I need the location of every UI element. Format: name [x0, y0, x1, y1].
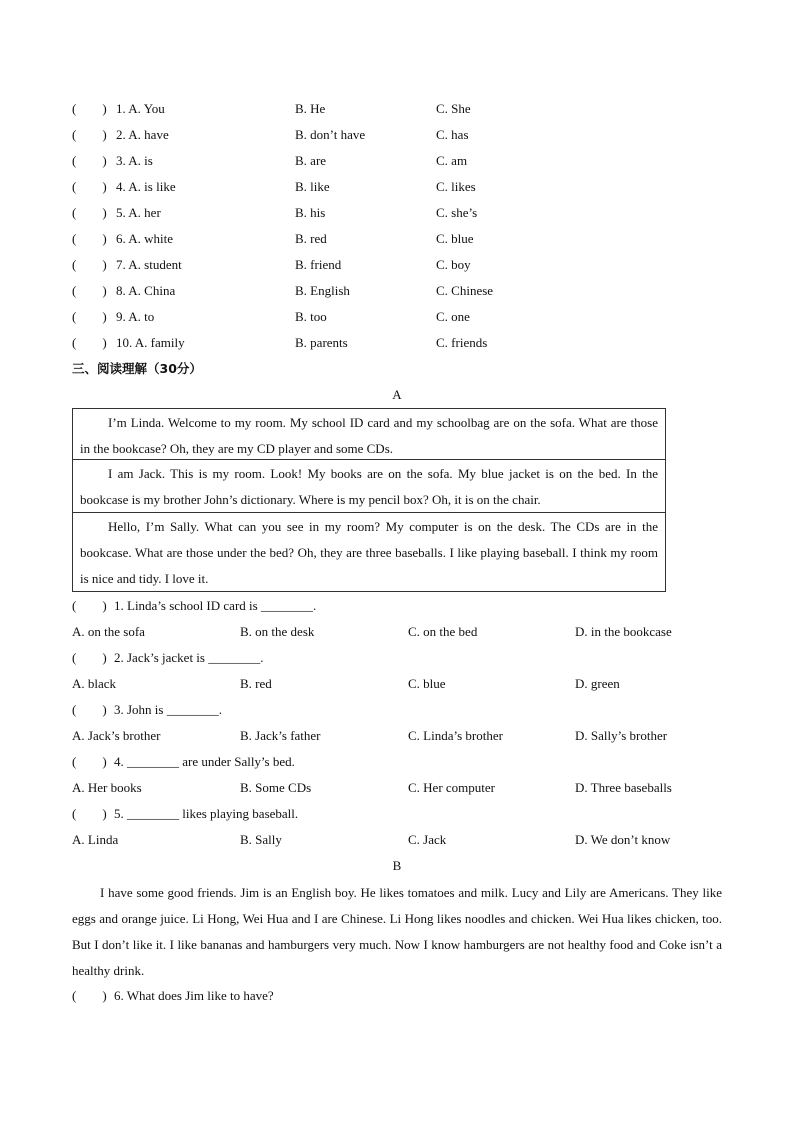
passage-a-linda-text: I’m Linda. Welcome to my room. My school ID card and my schoolbag are on the sofa. What are those in the bookcase? Oh, they are my CD player and some CDs.: [80, 415, 658, 456]
option-b: B. He: [295, 101, 326, 116]
passage-a-label: A: [392, 387, 402, 402]
option-b: B. like: [295, 179, 330, 194]
option-c: C. Her computer: [408, 780, 496, 795]
answer-blank[interactable]: ( ): [72, 153, 107, 168]
option-b: B. English: [295, 283, 350, 298]
question-text: 5. ________ likes playing baseball.: [114, 806, 299, 821]
passage-a-jack: [73, 460, 665, 513]
answer-blank[interactable]: ( ): [72, 988, 107, 1003]
option-a: 2. A. have: [116, 127, 169, 142]
answer-blank[interactable]: ( ): [72, 283, 107, 298]
option-c: C. friends: [436, 335, 488, 350]
option-c: C. one: [436, 309, 470, 324]
answer-blank[interactable]: ( ): [72, 127, 107, 142]
passage-b: [72, 880, 722, 984]
option-d: D. We don’t know: [575, 832, 671, 847]
option-b: B. red: [240, 676, 272, 691]
answer-blank[interactable]: ( ): [72, 335, 107, 350]
option-b: B. are: [295, 153, 327, 168]
option-a: 3. A. is: [116, 153, 153, 168]
option-c: C. blue: [408, 676, 446, 691]
option-c: C. on the bed: [408, 624, 478, 639]
option-a: 5. A. her: [116, 205, 161, 220]
option-a: 9. A. to: [116, 309, 155, 324]
passage-a-linda: [73, 409, 665, 460]
option-c: C. she’s: [436, 205, 478, 220]
answer-blank[interactable]: ( ): [72, 231, 107, 246]
answer-blank[interactable]: ( ): [72, 205, 107, 220]
option-d: D. Three baseballs: [575, 780, 672, 795]
option-c: C. likes: [436, 179, 476, 194]
option-b: B. parents: [295, 335, 348, 350]
option-a: 7. A. student: [116, 257, 182, 272]
answer-blank[interactable]: ( ): [72, 754, 107, 769]
passage-b-label: B: [392, 858, 402, 873]
option-b: B. Some CDs: [240, 780, 312, 795]
passage-a-sally: [73, 513, 665, 591]
option-c: C. She: [436, 101, 471, 116]
answer-blank[interactable]: ( ): [72, 806, 107, 821]
answer-blank[interactable]: ( ): [72, 179, 107, 194]
option-a: A. Linda: [72, 832, 119, 847]
options-row: [72, 830, 732, 850]
answer-blank[interactable]: ( ): [72, 598, 107, 613]
option-b: B. don’t have: [295, 127, 366, 142]
option-c: C. am: [436, 153, 468, 168]
option-c: C. boy: [436, 257, 471, 272]
option-a: 6. A. white: [116, 231, 174, 246]
option-c: C. Linda’s brother: [408, 728, 503, 743]
answer-blank[interactable]: ( ): [72, 101, 107, 116]
options-row: [72, 778, 732, 798]
options-row: [72, 622, 732, 642]
answer-blank[interactable]: ( ): [72, 257, 107, 272]
answer-blank[interactable]: ( ): [72, 702, 107, 717]
option-b: B. too: [295, 309, 327, 324]
option-d: D. in the bookcase: [575, 624, 672, 639]
question-text: 6. What does Jim like to have?: [114, 988, 274, 1003]
option-d: D. green: [575, 676, 620, 691]
option-a: A. Jack’s brother: [72, 728, 161, 743]
option-a: A. Her books: [72, 780, 142, 795]
question-text: 2. Jack’s jacket is ________.: [114, 650, 264, 665]
option-a: A. on the sofa: [72, 624, 145, 639]
question-text: 3. John is ________.: [114, 702, 222, 717]
options-row: [72, 726, 732, 746]
section-heading: 三、阅读理解（30分）: [72, 361, 202, 376]
option-c: C. has: [436, 127, 469, 142]
options-row: [72, 674, 732, 694]
option-a: 4. A. is like: [116, 179, 176, 194]
passage-a-jack-text: I am Jack. This is my room. Look! My books are on the sofa. My blue jacket is on the bed. In the bookcase is my brother John’s dictionary. Where is my pencil box? Oh, it is on the chair.: [80, 466, 658, 507]
question-text: 4. ________ are under Sally’s bed.: [114, 754, 295, 769]
option-b: B. Sally: [240, 832, 282, 847]
option-b: B. Jack’s father: [240, 728, 321, 743]
option-b: B. his: [295, 205, 326, 220]
option-c: C. blue: [436, 231, 474, 246]
option-d: D. Sally’s brother: [575, 728, 668, 743]
answer-blank[interactable]: ( ): [72, 309, 107, 324]
passage-a-sally-text: Hello, I’m Sally. What can you see in my room? My computer is on the desk. The CDs are in the bookcase. What are those under the bed? Oh, they are three baseballs. I like playing baseball. I think my room is nice and tidy. I love it.: [80, 519, 658, 586]
option-b: B. friend: [295, 257, 342, 272]
option-c: C. Chinese: [436, 283, 494, 298]
passage-a-table: [72, 408, 666, 592]
option-a: A. black: [72, 676, 117, 691]
answer-blank[interactable]: ( ): [72, 650, 107, 665]
question-text: 1. Linda’s school ID card is ________.: [114, 598, 317, 613]
option-b: B. on the desk: [240, 624, 315, 639]
option-c: C. Jack: [408, 832, 447, 847]
option-a: 8. A. China: [116, 283, 176, 298]
option-b: B. red: [295, 231, 327, 246]
option-a: 1. A. You: [116, 101, 165, 116]
passage-b-text: I have some good friends. Jim is an English boy. He likes tomatoes and milk. Lucy and Lily are Americans. They like eggs and orange juice. Li Hong, Wei Hua and I are Chinese. Li Hong likes noodles and chicken. Wei Hua likes chicken, too. But I don’t like it. I like bananas and hamburgers very much. Now I know hamburgers are not healthy food and Coke isn’t a healthy drink.: [72, 885, 722, 978]
option-a: 10. A. family: [116, 335, 185, 350]
